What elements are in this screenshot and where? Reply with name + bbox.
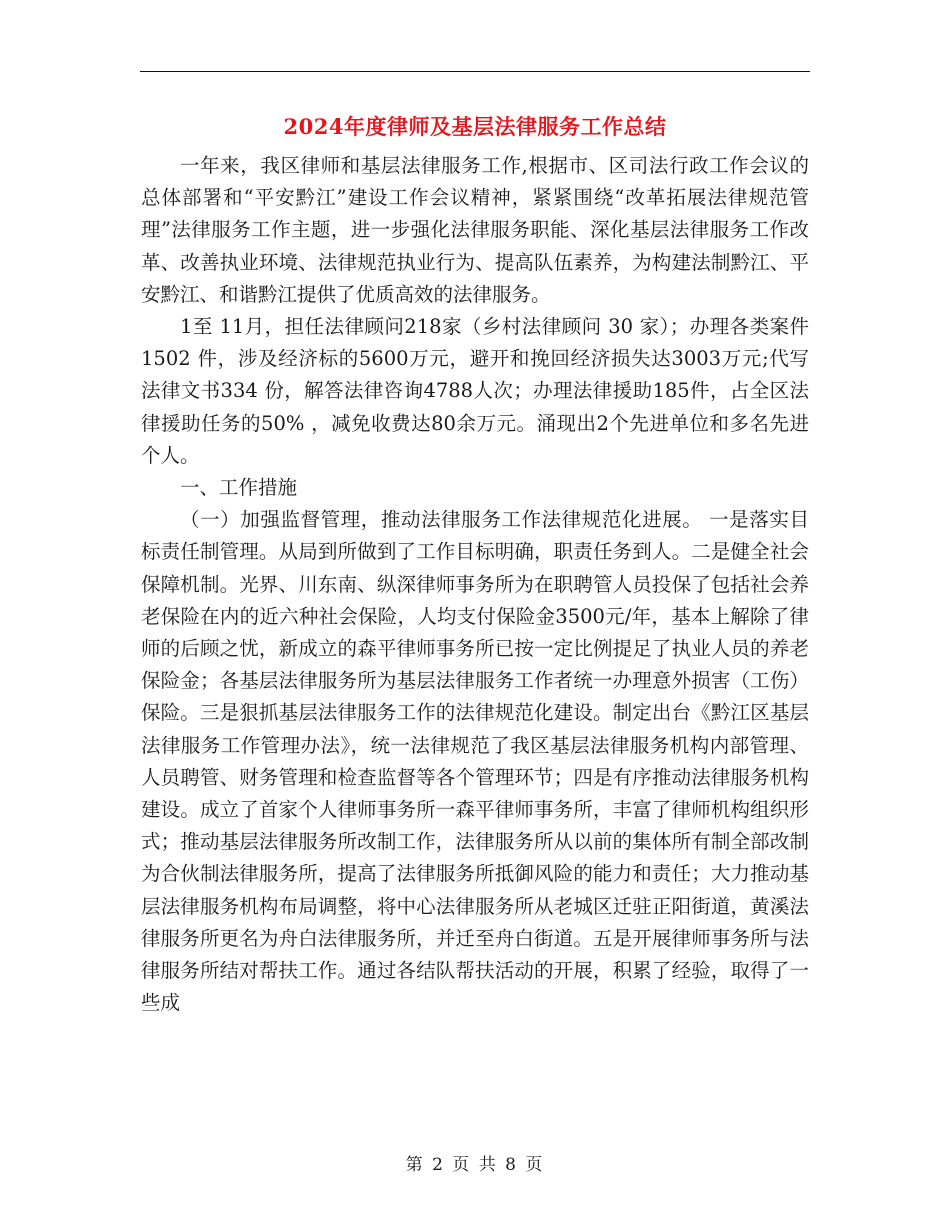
page-number: 第 2 页 共 8 页 bbox=[405, 1155, 545, 1175]
paragraph-intro: 一年来，我区律师和基层法律服务工作,根据市、区司法行政工作会议的总体部署和“平安黔江”建设工作会议精神，紧紧围绕“改革拓展法律规范管理”法律服务工作主题，进一步强化法律服务职能、深化基层法律服务工作改革、改善执业环境、法律规范执业行为、提高队伍素养，为构建法制黔江、平安黔江、和谐黔江提供了优质高效的法律服务。 bbox=[141, 154, 809, 306]
header-rule bbox=[140, 71, 810, 72]
paragraph-statistics: 1至 11月，担任法律顾问218家（乡村法律顾问 30 家）；办理各类案件1502 件，涉及经济标的5600万元，避开和挽回经济损失达3003万元;代写法律文书334 份，解答法律咨询4788人次；办理法律援助185件，占全区法律援助任务的50% ，减免收费达80余万元。涌现出2个先进单位和多名先进个人。 bbox=[141, 315, 809, 467]
paragraph-measures: （一）加强监督管理，推动法律服务工作法律规范化进展。 一是落实目标责任制管理。从局到所做到了工作目标明确，职责任务到人。二是健全社会保障机制。光界、川东南、纵深律师事务所为在职聘管人员投保了包括社会养老保险在内的近六种社会保险，人均支付保险金3500元/年，基本上解除了律师的后顾之忧，新成立的森平律师事务所已按一定比例提足了执业人员的养老保险金；各基层法律服务所为基层法律服务工作者统一办理意外损害（工伤）保险。三是狠抓基层法律服务工作的法律规范化建设。制定出台《黔江区基层法律服务工作管理办法》，统一法律规范了我区基层法律服务机构内部管理、人员聘管、财务管理和检查监督等各个管理环节；四是有序推动法律服务机构建设。成立了首家个人律师事务所一森平律师事务所，丰富了律师机构组织形式；推动基层法律服务所改制工作，法律服务所从以前的集体所有制全部改制为合伙制法律服务所，提高了法律服务所抵御风险的能力和责任；大力推动基层法律服务机构布局调整，将中心法律服务所从老城区迁驻正阳街道，黄溪法律服务所更名为舟白法律服务所，并迁至舟白街道。五是开展律师事务所与法律服务所结对帮扶工作。通过各结队帮扶活动的开展，积累了经验，取得了一些成 bbox=[141, 508, 809, 1015]
section-heading: 一、工作措施 bbox=[180, 476, 298, 500]
document-title: 2024年度律师及基层法律服务工作总结 bbox=[283, 114, 667, 139]
document-body bbox=[141, 150, 809, 1019]
